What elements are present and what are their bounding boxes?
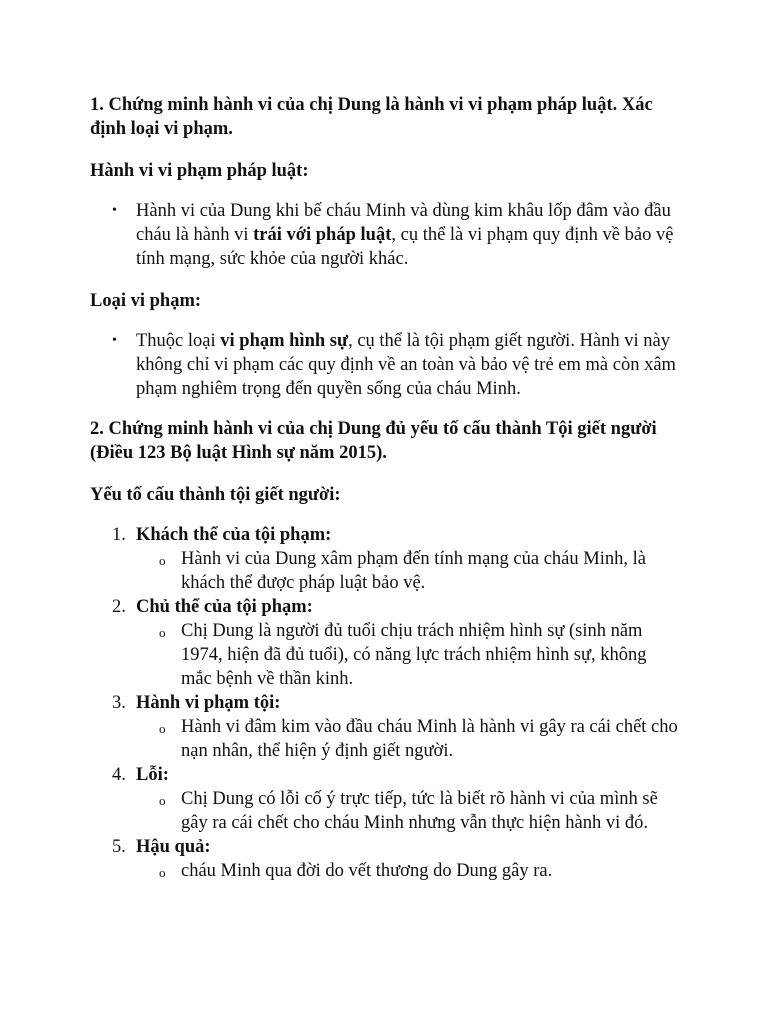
- violation-heading: Hành vi vi phạm pháp luật:: [90, 161, 309, 181]
- type-bullet-item: [90, 329, 680, 401]
- type-list: [90, 329, 680, 401]
- element-number: 2.: [112, 597, 126, 617]
- circle-bullet-icon: o: [159, 625, 166, 640]
- element-detail: [136, 715, 680, 763]
- element-detail-text: Hành vi đâm kim vào đầu cháu Minh là hành vi gây ra cái chết cho nạn nhân, thể hiện ý định giết người.: [181, 717, 678, 761]
- violation-text-bold: trái với pháp luật: [253, 225, 392, 245]
- element-detail: [136, 859, 680, 883]
- element-heading: Lỗi:: [136, 765, 169, 785]
- element-heading: Hậu quả:: [136, 837, 211, 857]
- type-heading: Loại vi phạm:: [90, 291, 202, 311]
- element-sublist: [136, 547, 680, 595]
- bullet-icon: •: [112, 333, 117, 348]
- type-text-bold: vi phạm hình sự: [220, 331, 349, 351]
- circle-bullet-icon: o: [159, 721, 166, 736]
- element-detail: [136, 547, 680, 595]
- element-number: 3.: [112, 693, 126, 713]
- circle-bullet-icon: o: [159, 865, 166, 880]
- element-detail-text: cháu Minh qua đời do vết thương do Dung gây ra.: [181, 861, 553, 881]
- violation-text-pre: Hành vi của Dung khi bế cháu Minh và dùng kim khâu lốp đâm vào đầu cháu là hành vi: [136, 201, 671, 245]
- element-heading: Khách thể của tội phạm:: [136, 525, 332, 545]
- element-number: 5.: [112, 837, 126, 857]
- element-detail-text: Chị Dung là người đủ tuổi chịu trách nhiệm hình sự (sinh năm 1974, hiện đã đủ tuổi), có năng lực trách nhiệm hình sự, không mắc bệnh về thần kinh.: [181, 621, 647, 689]
- element-number: 1.: [112, 525, 126, 545]
- document-page: [90, 93, 680, 883]
- violation-text-post: , cụ thể là vi phạm quy định về bảo vệ tính mạng, sức khỏe của người khác.: [136, 225, 674, 269]
- element-detail: [136, 787, 680, 835]
- violation-bullet-item: [90, 199, 680, 271]
- element-item-2: [90, 595, 680, 691]
- element-sublist: [136, 859, 680, 883]
- violation-list: [90, 199, 680, 271]
- bullet-icon: •: [112, 203, 117, 218]
- element-sublist: [136, 619, 680, 691]
- element-detail-text: Hành vi của Dung xâm phạm đến tính mạng của cháu Minh, là khách thể được pháp luật bảo vệ.: [181, 549, 646, 593]
- element-number: 4.: [112, 765, 126, 785]
- element-heading: Hành vi phạm tội:: [136, 693, 281, 713]
- section-2-title: 2. Chứng minh hành vi của chị Dung đủ yếu tố cấu thành Tội giết người (Điều 123 Bộ luật Hình sự năm 2015).: [90, 419, 657, 463]
- element-sublist: [136, 787, 680, 835]
- circle-bullet-icon: o: [159, 553, 166, 568]
- element-item-4: [90, 763, 680, 835]
- element-detail: [136, 619, 680, 691]
- element-detail-text: Chị Dung có lỗi cố ý trực tiếp, tức là biết rõ hành vi của mình sẽ gây ra cái chết cho cháu Minh nhưng vẫn thực hiện hành vi đó.: [181, 789, 658, 833]
- element-item-1: [90, 523, 680, 595]
- element-item-5: [90, 835, 680, 883]
- type-text-post: , cụ thể là tội phạm giết người. Hành vi này không chỉ vi phạm các quy định về an toàn và bảo vệ trẻ em mà còn xâm phạm nghiêm trọng đến quyền sống của cháu Minh.: [136, 331, 676, 399]
- elements-list: [90, 523, 680, 883]
- element-sublist: [136, 715, 680, 763]
- element-item-3: [90, 691, 680, 763]
- section-1-title: 1. Chứng minh hành vi của chị Dung là hành vi vi phạm pháp luật. Xác định loại vi phạm.: [90, 95, 653, 139]
- circle-bullet-icon: o: [159, 793, 166, 808]
- type-text-pre: Thuộc loại: [136, 331, 221, 351]
- elements-heading: Yếu tố cấu thành tội giết người:: [90, 485, 341, 505]
- element-heading: Chủ thể của tội phạm:: [136, 597, 313, 617]
